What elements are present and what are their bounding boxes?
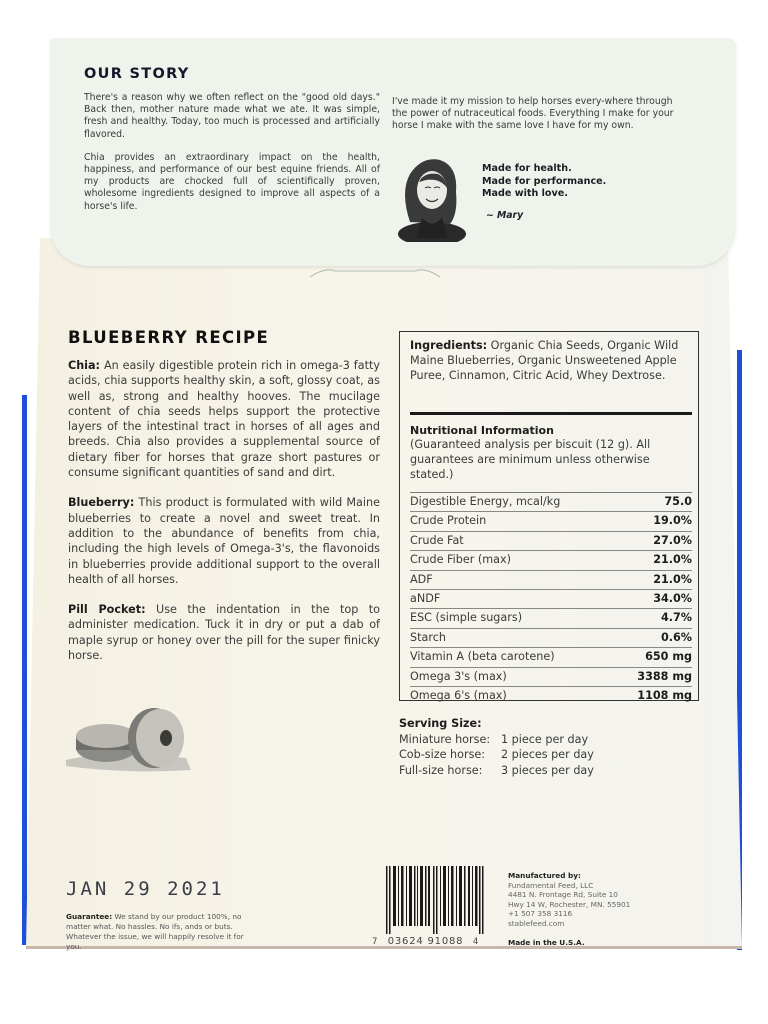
nutrient-name: Crude Fat [410, 533, 464, 547]
ingredients-label: Ingredients: [410, 339, 488, 352]
nutrient-name: Vitamin A (beta carotene) [410, 650, 555, 664]
story-left-column [84, 92, 380, 224]
nutrient-name: Digestible Energy, mcal/kg [410, 495, 561, 508]
manufacturer-line: 4481 N. Frontage Rd, Suite 10 [508, 890, 618, 899]
nutrient-value: 34.0% [653, 591, 692, 605]
date-stamp: JAN 29 2021 [66, 878, 225, 900]
nutrient-value: 4.7% [660, 611, 692, 625]
horse-size: Miniature horse: [399, 732, 491, 746]
nutrient-value: 19.0% [653, 514, 692, 528]
story-paragraph: There's a reason why we often reflect on the "good old days." Back then, mother nature made what we ate. It was simple, fresh and healthy. Today, too much is processed and artificially flavored. [84, 92, 380, 140]
nutrient-value: 21.0% [653, 553, 692, 567]
nutrition-row [410, 629, 692, 648]
section-label: Blueberry: [68, 496, 135, 510]
nutrient-value: 27.0% [653, 533, 692, 547]
ingredients-text: Organic Chia Seeds, Organic Wild Maine Blueberries, Organic Unsweetened Apple Puree, Cinnamon, Citric Acid, Whey Dextrose. [410, 339, 679, 382]
tagline-performance: Made for performance. [482, 175, 607, 187]
barcode-first-digit: 7 [372, 937, 379, 947]
barcode-last-digit: 4 [472, 937, 480, 947]
nutrition-row [410, 668, 692, 687]
nutrient-value: 3388 mg [637, 669, 692, 683]
nutrition-subtitle: (Guaranteed analysis per biscuit (12 g). All guarantees are minimum unless otherwise stated.) [410, 438, 651, 481]
barcode-number [372, 936, 479, 947]
story-paragraph: Chia provides an extraordinary impact on the health, happiness, and performance of our best equine friends. All of my products are chocked full of scientifically proven, wholesome ingredients designed to improve all aspects of a horse's life. [84, 151, 380, 212]
serving-amount: 3 pieces per day [501, 763, 594, 777]
nutrient-name: Starch [410, 630, 446, 644]
nutrient-value: 75.0 [664, 495, 692, 508]
section-text: This product is formulated with wild Maine blueberries to create a novel and sweet treat. In addition to the abundance of benefits from chia, including the high levels of Omega-3's, the flavonoids in blueberries provide additional support to the overall health of all horses. [68, 496, 380, 586]
nutrient-value: 1108 mg [637, 688, 692, 702]
recipe-section-chia [68, 358, 380, 480]
serving-size [399, 716, 594, 778]
recipe-section-pill-pocket [68, 602, 380, 663]
serving-amount: 2 pieces per day [501, 748, 594, 761]
serving-row [399, 763, 594, 779]
box-edge-left [22, 395, 27, 945]
tagline-health: Made for health. [482, 163, 572, 174]
serving-row [399, 732, 594, 748]
serving-amount: 1 piece per day [501, 732, 589, 746]
manufacturer-website: stablefeed.com [508, 918, 565, 928]
nutrition-row [410, 493, 692, 512]
nutrition-title: Nutritional Information [410, 424, 554, 437]
signature: ~ Mary [486, 210, 524, 221]
story-mission: I've made it my mission to help horses every-where through the power of nutraceutical foods. Everything I make for your horse I make with the same love I have for my own. [392, 96, 674, 132]
divider [410, 412, 692, 415]
nutrient-name: Omega 3's (max) [410, 669, 507, 683]
nutrition-panel [399, 331, 699, 701]
serving-row [399, 747, 594, 763]
manufacturer-line: Fundamental Feed, LLC [508, 880, 594, 890]
nutrition-row [410, 551, 692, 570]
nutrient-name: aNDF [410, 591, 441, 605]
nutrition-row [410, 512, 692, 531]
section-text: Use the indentation in the top to administer medication. Tuck it in dry or put a dab of maple syrup or honey over the pill for the super finicky horse. [68, 603, 380, 663]
nutrient-value: 650 mg [645, 650, 692, 664]
nutrient-name: ADF [410, 572, 433, 586]
ingredients [410, 339, 692, 383]
section-label: Chia: [68, 359, 101, 372]
serving-title: Serving Size: [399, 717, 482, 730]
horse-size: Cob-size horse: [399, 748, 486, 761]
manufacturer-label: Manufactured by: [508, 871, 581, 880]
horse-size: Full-size horse: [399, 763, 483, 777]
nutrition-table [410, 492, 692, 705]
nutrition-row [410, 648, 692, 667]
story-title: OUR STORY [84, 66, 190, 82]
nutrient-name: Omega 6's (max) [410, 688, 507, 702]
manufacturer-line: +1 507 358 3116 [508, 909, 573, 918]
nutrition-row [410, 609, 692, 628]
recipe-description [68, 358, 380, 678]
nutrition-row [410, 571, 692, 590]
manufacturer-info [508, 871, 630, 928]
tagline-love: Made with love. [482, 188, 568, 199]
recipe-section-blueberry [68, 495, 380, 587]
recipe-title: BLUEBERRY RECIPE [68, 328, 270, 347]
barcode-icon [386, 866, 484, 934]
nutrient-value: 21.0% [653, 572, 692, 586]
manufacturer-line: Hwy 14 W, Rochester, MN. 55901 [508, 899, 631, 909]
nutrition-row [410, 687, 692, 705]
flap-tab-slit-icon [300, 263, 450, 281]
guarantee [66, 912, 256, 952]
story-right-column [392, 96, 688, 144]
nutrient-value: 0.6% [660, 630, 692, 644]
nutrition-row [410, 532, 692, 551]
nutrition-row [410, 590, 692, 609]
nutrient-name: Crude Fiber (max) [410, 553, 512, 567]
guarantee-label: Guarantee: [66, 912, 113, 921]
section-text: An easily digestible protein rich in omega-3 fatty acids, chia supports healthy skin, a soft, glossy coat, as well as, strong and healthy hooves. The mucilage content of chia seeds helps support the protective layers of the intestinal tract in horses of all ages and breeds. Chia also provides a supplemental source of dietary fiber for horses that graze short pastures or consume significant quantities of sand and dirt. [68, 359, 380, 480]
nutrient-name: ESC (simple sugars) [410, 611, 523, 625]
taglines [482, 163, 606, 201]
guarantee-text: We stand by our product 100%, no matter what. No hassles. No ifs, ands or buts. Whatever the issue, we will happily resolve it for you. [66, 912, 244, 951]
made-in-usa: Made in the U.S.A. [508, 938, 585, 947]
barcode-middle-digits: 03624 91088 [387, 936, 464, 947]
biscuits-illustration-icon [66, 700, 191, 775]
section-label: Pill Pocket: [68, 603, 146, 617]
nutrient-name: Crude Protein [410, 514, 487, 528]
woman-portrait-icon [392, 152, 472, 242]
